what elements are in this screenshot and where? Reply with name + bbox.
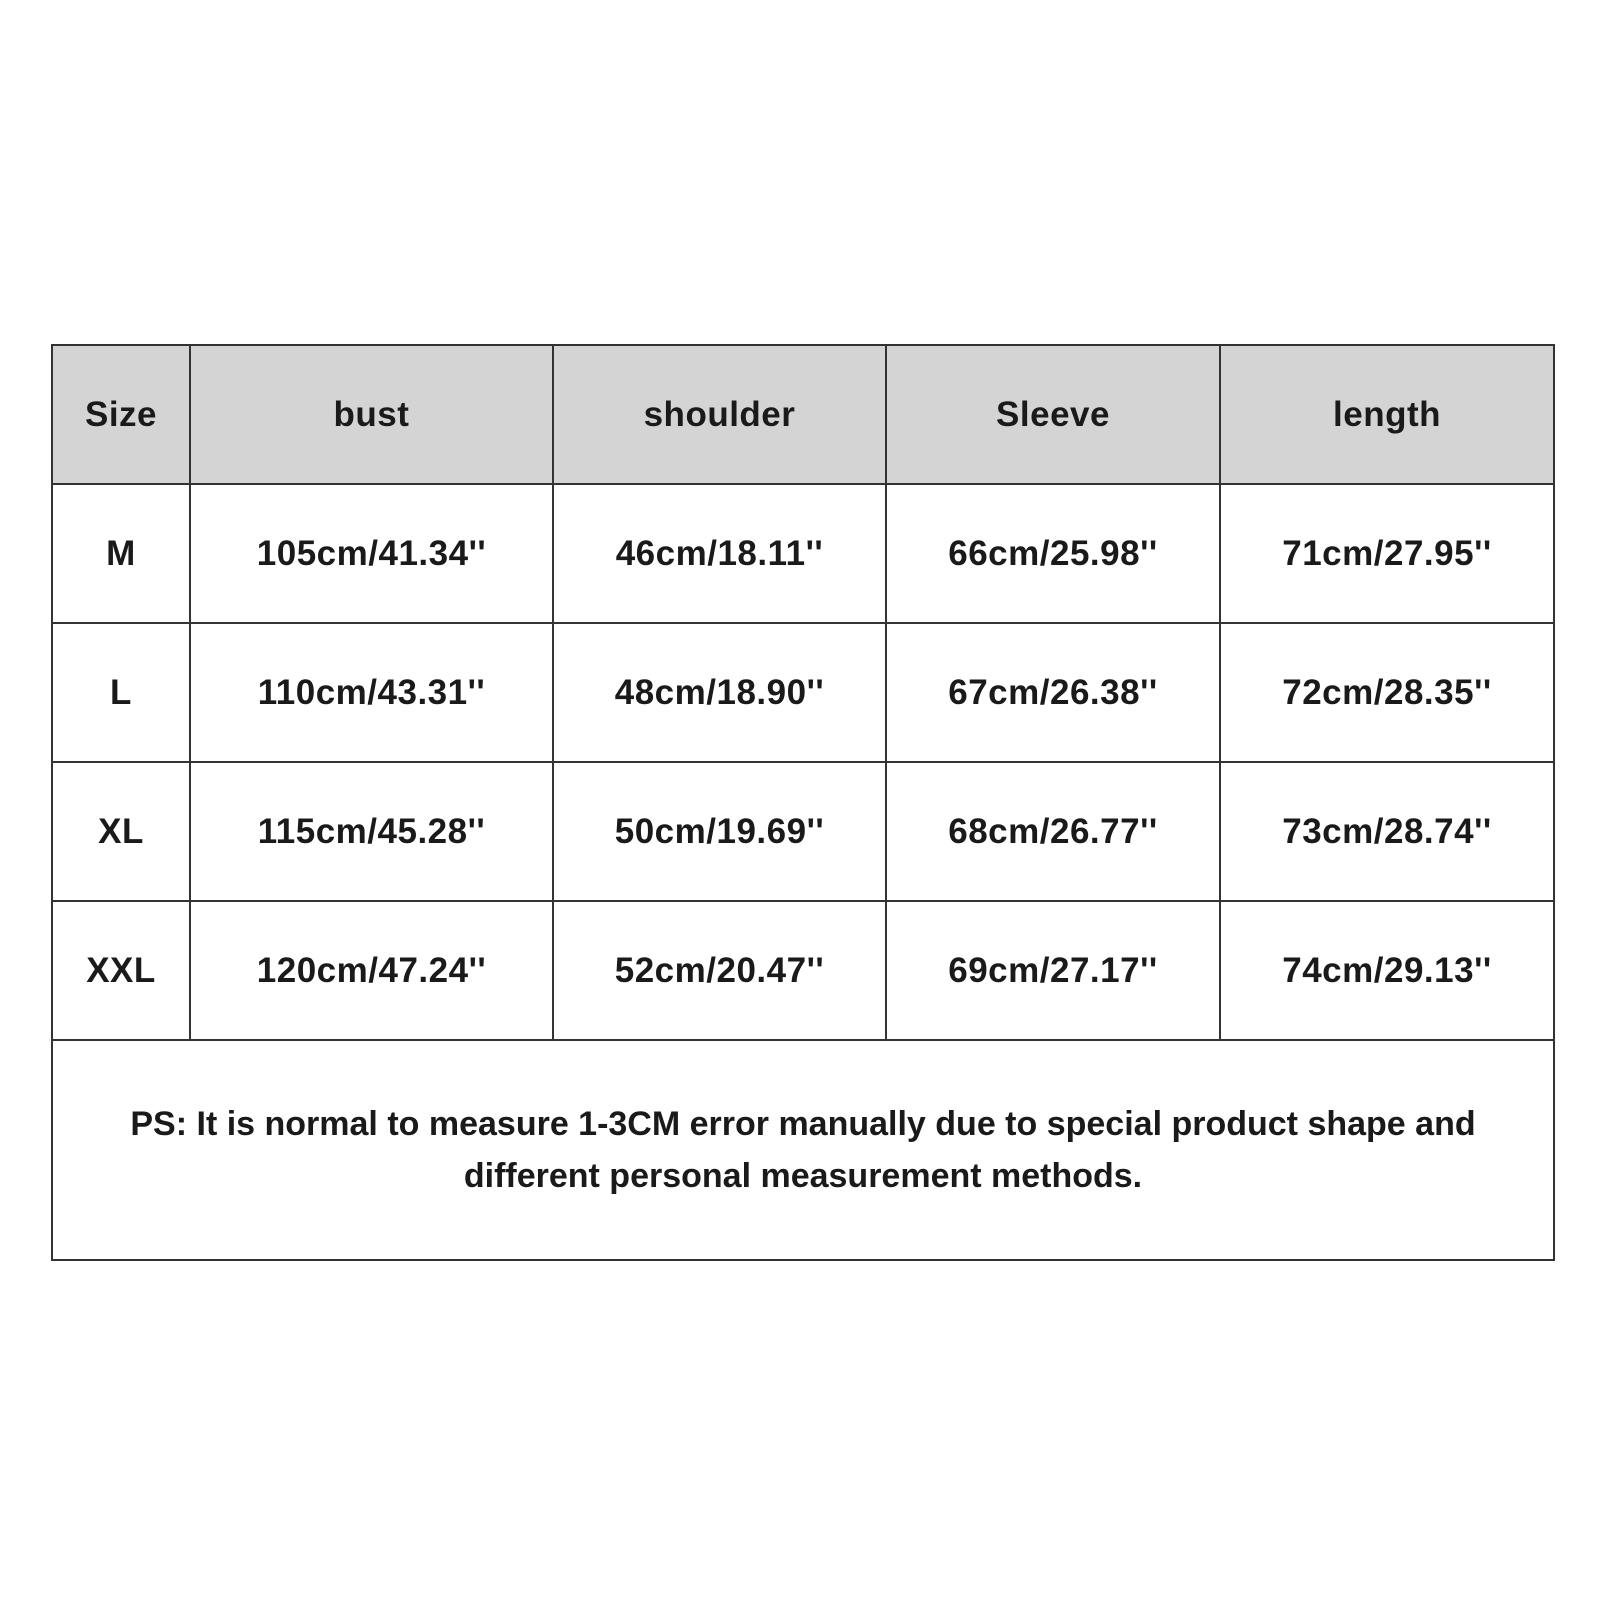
table-row <box>52 901 1554 1040</box>
size-chart-table <box>51 344 1555 1261</box>
table-header <box>52 345 1554 484</box>
header-size: Size <box>52 345 190 484</box>
cell-length: 72cm/28.35'' <box>1220 623 1554 762</box>
cell-length: 71cm/27.95'' <box>1220 484 1554 623</box>
measurement-note <box>52 1040 1554 1260</box>
cell-length: 73cm/28.74'' <box>1220 762 1554 901</box>
header-row <box>52 345 1554 484</box>
cell-sleeve: 66cm/25.98'' <box>886 484 1220 623</box>
table-footer <box>52 1040 1554 1260</box>
cell-shoulder: 48cm/18.90'' <box>553 623 886 762</box>
cell-length: 74cm/29.13'' <box>1220 901 1554 1040</box>
header-shoulder: shoulder <box>553 345 886 484</box>
table-body <box>52 484 1554 1040</box>
table-row <box>52 762 1554 901</box>
cell-size: M <box>52 484 190 623</box>
header-sleeve: Sleeve <box>886 345 1220 484</box>
cell-sleeve: 68cm/26.77'' <box>886 762 1220 901</box>
cell-sleeve: 67cm/26.38'' <box>886 623 1220 762</box>
table-row <box>52 623 1554 762</box>
note-row <box>52 1040 1554 1260</box>
note-line-2: different personal measurement methods. <box>463 1157 1143 1195</box>
table-row <box>52 484 1554 623</box>
cell-shoulder: 52cm/20.47'' <box>553 901 886 1040</box>
cell-shoulder: 50cm/19.69'' <box>553 762 886 901</box>
cell-size: XXL <box>52 901 190 1040</box>
cell-bust: 115cm/45.28'' <box>190 762 553 901</box>
cell-shoulder: 46cm/18.11'' <box>553 484 886 623</box>
cell-size: XL <box>52 762 190 901</box>
cell-bust: 105cm/41.34'' <box>190 484 553 623</box>
cell-bust: 120cm/47.24'' <box>190 901 553 1040</box>
cell-sleeve: 69cm/27.17'' <box>886 901 1220 1040</box>
cell-bust: 110cm/43.31'' <box>190 623 553 762</box>
cell-size: L <box>52 623 190 762</box>
header-bust: bust <box>190 345 553 484</box>
header-length: length <box>1220 345 1554 484</box>
note-line-1: PS: It is normal to measure 1-3CM error manually due to special product shape and <box>130 1105 1476 1143</box>
